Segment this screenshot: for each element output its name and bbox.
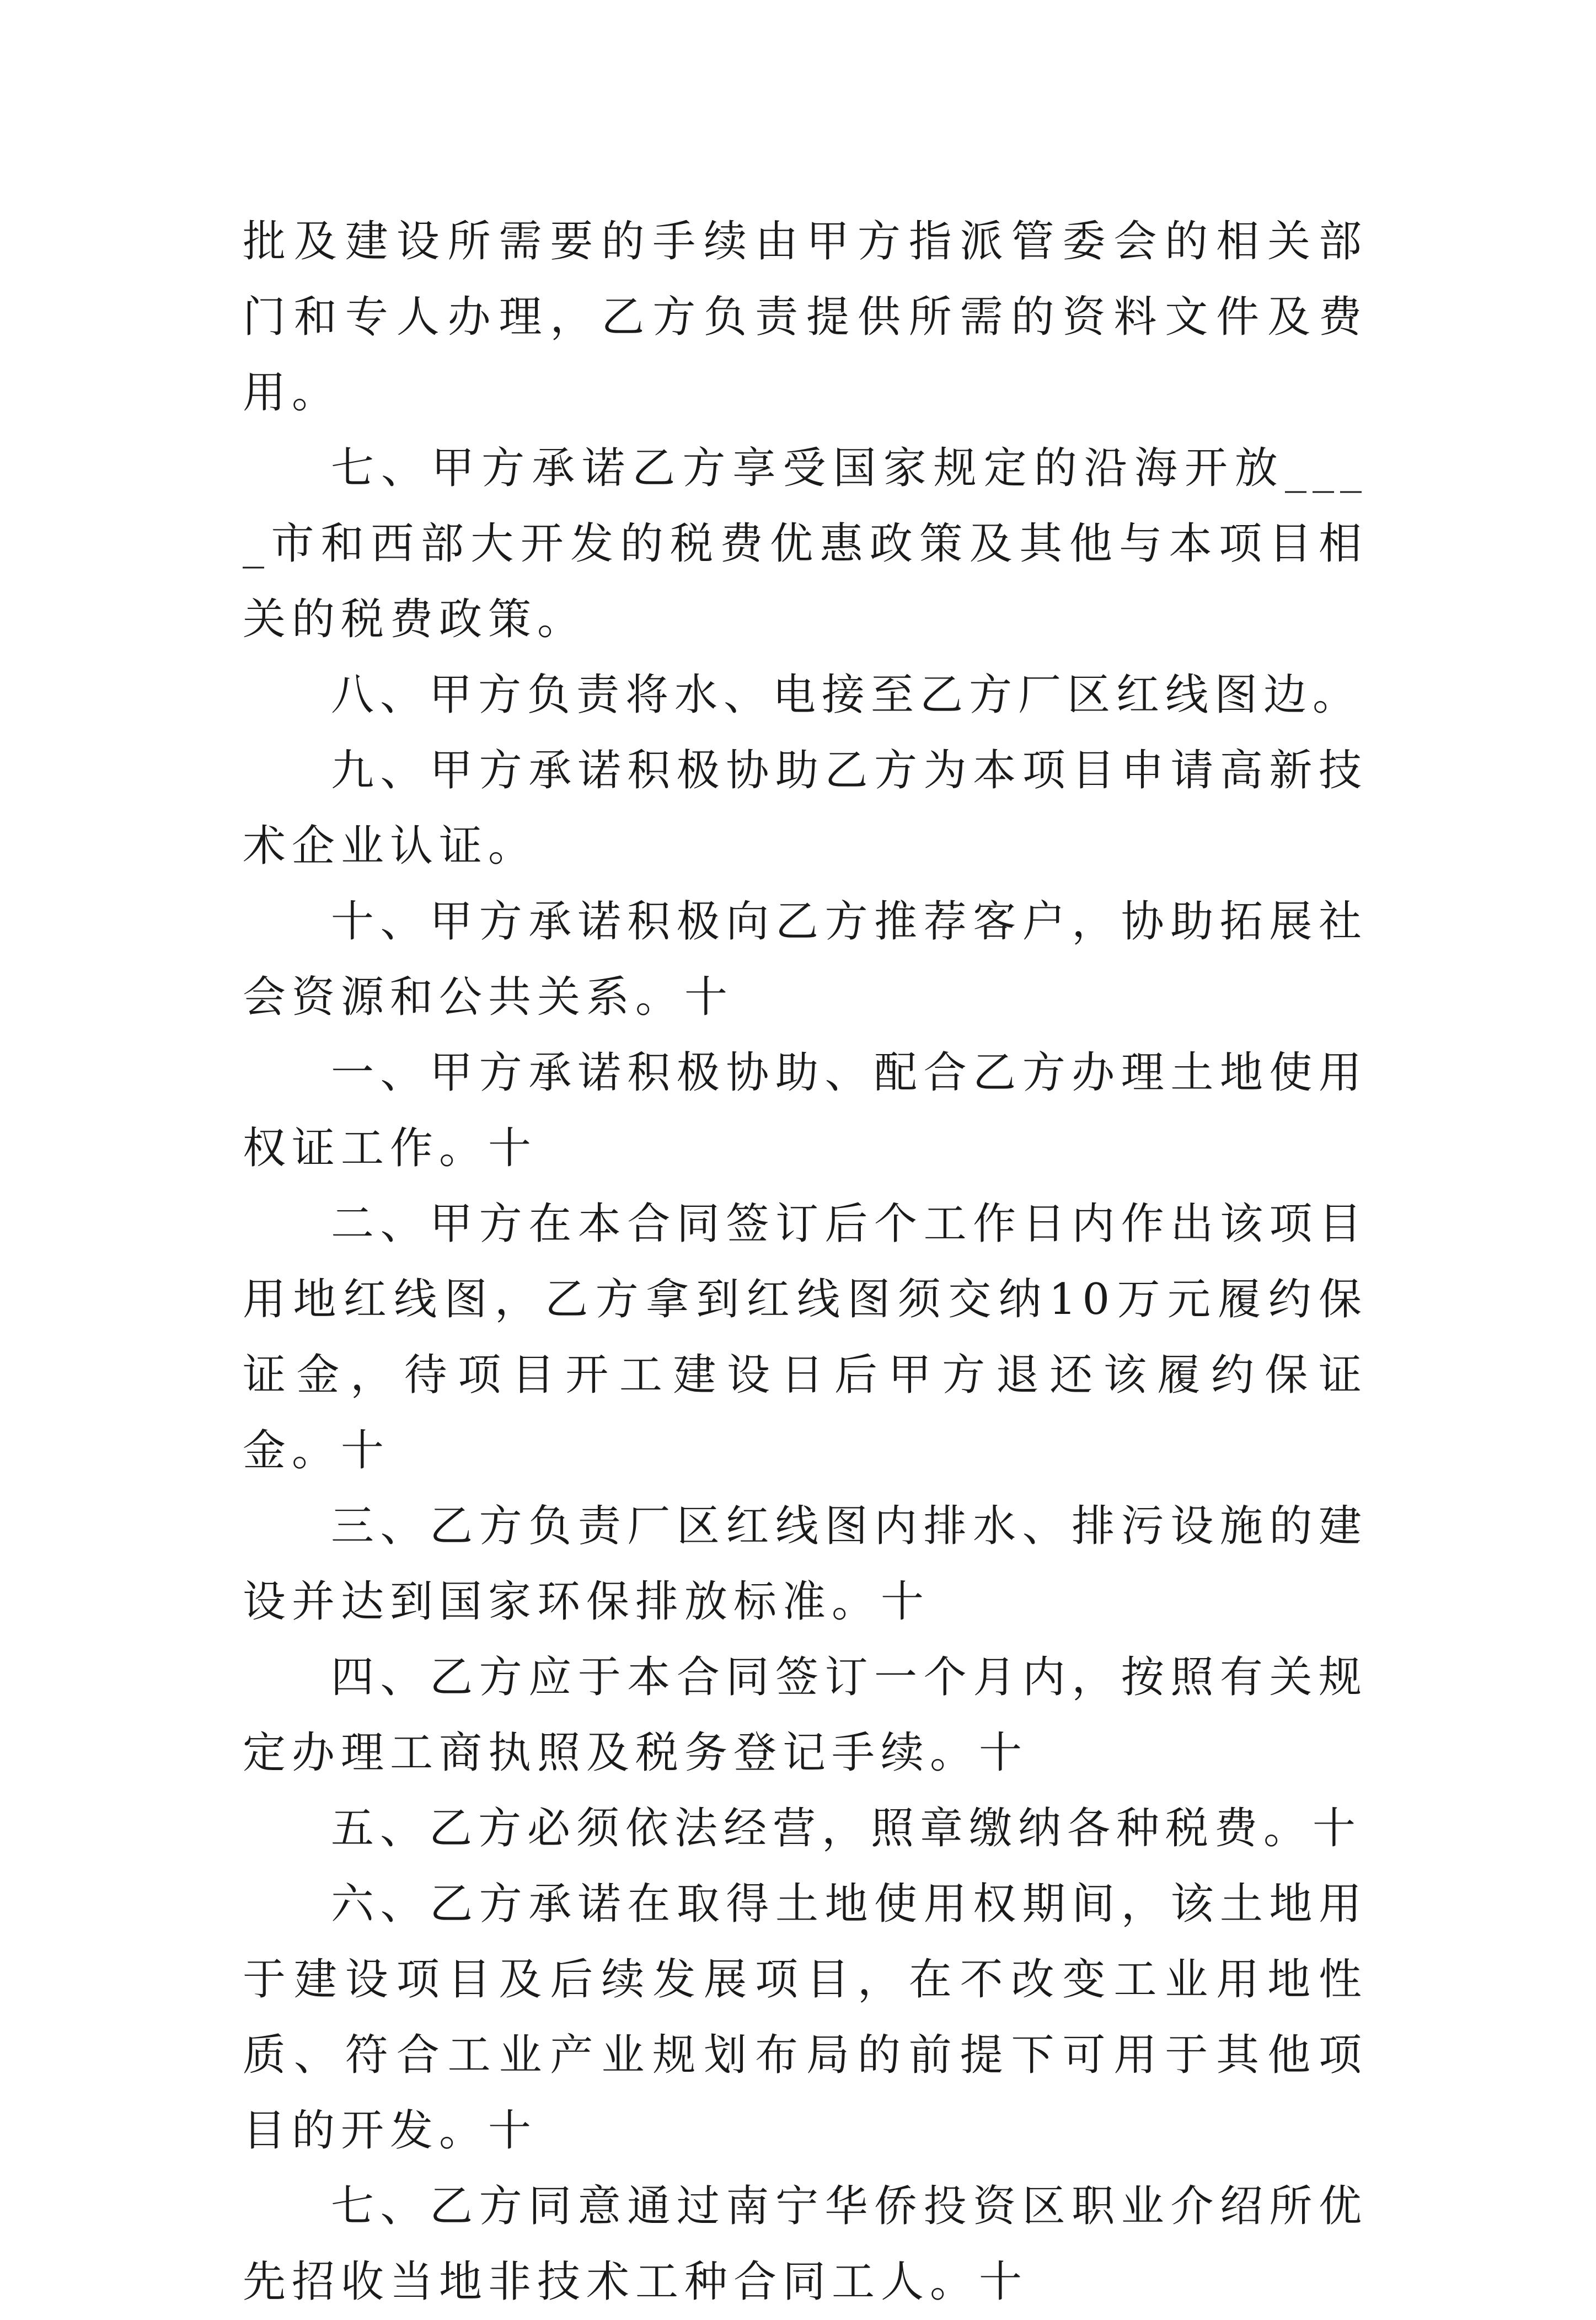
paragraph: 批及建设所需要的手续由甲方指派管委会的相关部门和专人办理，乙方负责提供所需的资料文件及费用。 [243, 217, 1368, 418]
paragraph: 五、乙方必须依法经营，照章缴纳各种税费。十 [331, 1804, 1362, 1853]
paragraph: 一、甲方承诺积极协助、配合乙方办理土地使用权证工作。十 [243, 1048, 1368, 1173]
paragraph: 八、甲方负责将水、电接至乙方厂区红线图边。 [331, 670, 1362, 720]
paragraph: 六、乙方承诺在取得土地使用权期间，该土地用于建设项目及后续发展项目，在不改变工业用地性质、符合工业产业规划布局的前提下可用于其他项目的开发。十 [243, 1879, 1368, 2156]
paragraph: 七、乙方同意通过南宁华侨投资区职业介绍所优先招收当地非技术工种合同工人。十 [243, 2182, 1368, 2307]
paragraph: 七、甲方承诺乙方享受国家规定的沿海开放____市和西部大开发的税费优惠政策及其他与本项目相关的税费政策。 [243, 443, 1368, 644]
paragraph: 十、甲方承诺积极向乙方推荐客户，协助拓展社会资源和公共关系。十 [243, 897, 1368, 1022]
document-body [243, 204, 1368, 2320]
paragraph: 二、甲方在本合同签订后个工作日内作出该项目用地红线图，乙方拿到红线图须交纳10万元履约保证金，待项目开工建设日后甲方退还该履约保证金。十 [243, 1199, 1368, 1476]
paragraph: 四、乙方应于本合同签订一个月内，按照有关规定办理工商执照及税务登记手续。十 [243, 1653, 1368, 1778]
paragraph: 三、乙方负责厂区红线图内排水、排污设施的建设并达到国家环保排放标准。十 [243, 1501, 1368, 1627]
paragraph: 九、甲方承诺积极协助乙方为本项目申请高新技术企业认证。 [243, 746, 1368, 871]
